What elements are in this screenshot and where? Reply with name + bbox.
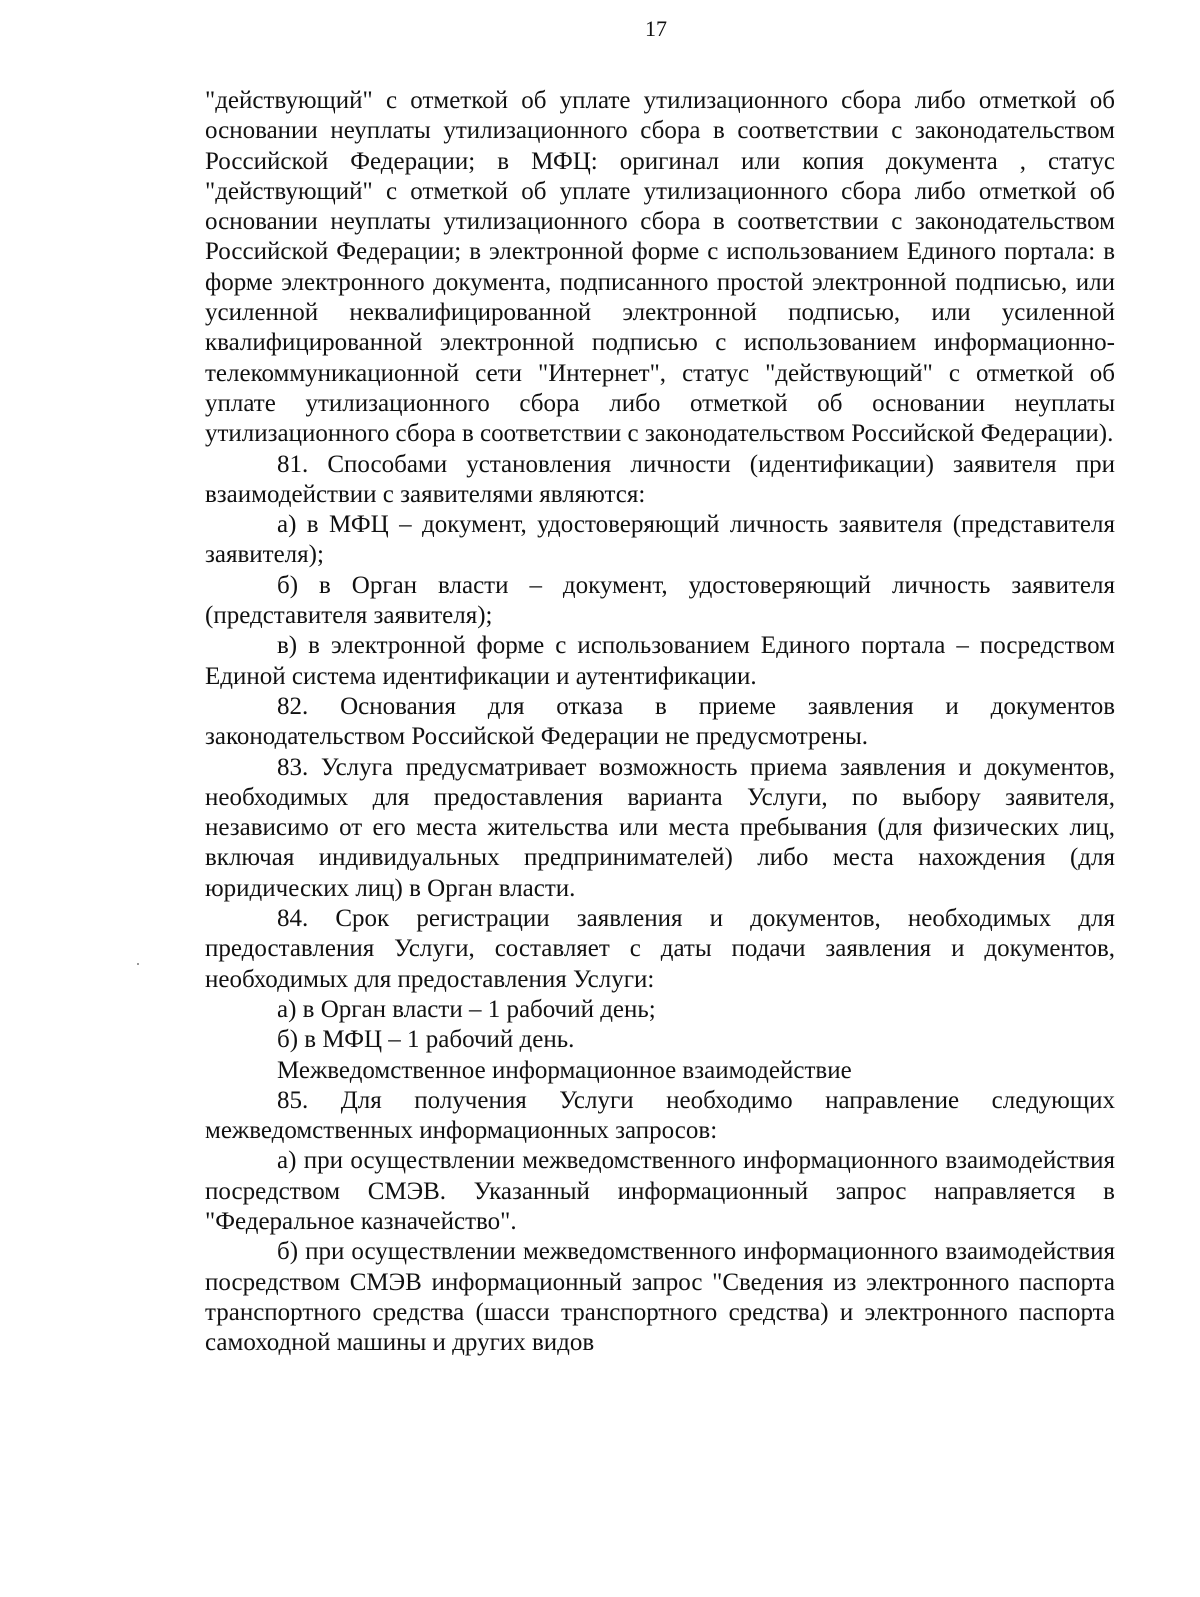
paragraph-83: 83. Услуга предусматривает возможность приема заявления и документов, необходимых для предоставления варианта Услуги, по выбору заявителя, независимо от его места жительства или места пребывания (для физических лиц, включая индивидуальных предпринимателей) либо места нахождения (для юридических лиц) в Орган власти. [205,753,1115,902]
paragraph-continuation: "действующий" с отметкой об уплате утилизационного сбора либо отметкой об основании неуплаты утилизационного сбора в соответствии с законодательством Российской Федерации; в МФЦ: оригинал или копия документа , статус "действующий" с отметкой об уплате утилизационного сбора либо отметкой об основании неуплаты утилизационного сбора в соответствии с законодательством Российской Федерации; в электронной форме с использованием Единого портала: в форме электронного документа, подписанного простой электронной подписью, или усиленной неквалифицированной электронной подписью, или усиленной квалифицированной электронной подписью с использованием информационно-телекоммуникационной сети "Интернет", статус "действующий" с отметкой об уплате утилизационного сбора либо отметкой об основании неуплаты утилизационного сбора в соответствии с законодательством Российской Федерации). [205,87,1115,448]
paragraph-84-b: б) в МФЦ – 1 рабочий день. [277,1026,575,1054]
paragraph-81-b: б) в Орган власти – документ, удостоверяющий личность заявителя (представителя заявителя); [205,571,1115,630]
paragraph-85: 85. Для получения Услуги необходимо направление следующих межведомственных информационных запросов: [205,1086,1115,1145]
paragraph-84: 84. Срок регистрации заявления и документов, необходимых для предоставления Услуги, составляет с даты подачи заявления и документов, необходимых для предоставления Услуги: [205,905,1115,993]
section-heading: Межведомственное информационное взаимодействие [277,1056,852,1084]
scan-speck [137,963,139,965]
paragraph-81-a: а) в МФЦ – документ, удостоверяющий личность заявителя (представителя заявителя); [205,511,1115,569]
paragraph-85-b: б) при осуществлении межведомственного информационного взаимодействия посредством СМЭВ информационный запрос "Сведения из электронного паспорта транспортного средства (шасси транспортного средства) и электронного паспорта самоходной машины и других видов [205,1238,1115,1357]
paragraph-84-a: а) в Орган власти – 1 рабочий день; [277,995,656,1023]
paragraph-81-v: в) в электронной форме с использованием Единого портала – посредством Единой система идентификации и аутентификации. [205,632,1115,690]
paragraph-82: 82. Основания для отказа в приеме заявления и документов законодательством Российской Федерации не предусмотрены. [205,692,1115,751]
page-number: 17 [645,16,667,41]
paragraph-85-a: а) при осуществлении межведомственного информационного взаимодействия посредством СМЭВ. Указанный информационный запрос направляется в "Федеральное казначейство". [205,1147,1115,1235]
document-body [205,86,1115,1358]
paragraph-81: 81. Способами установления личности (идентификации) заявителя при взаимодействии с заявителями являются: [205,450,1115,508]
